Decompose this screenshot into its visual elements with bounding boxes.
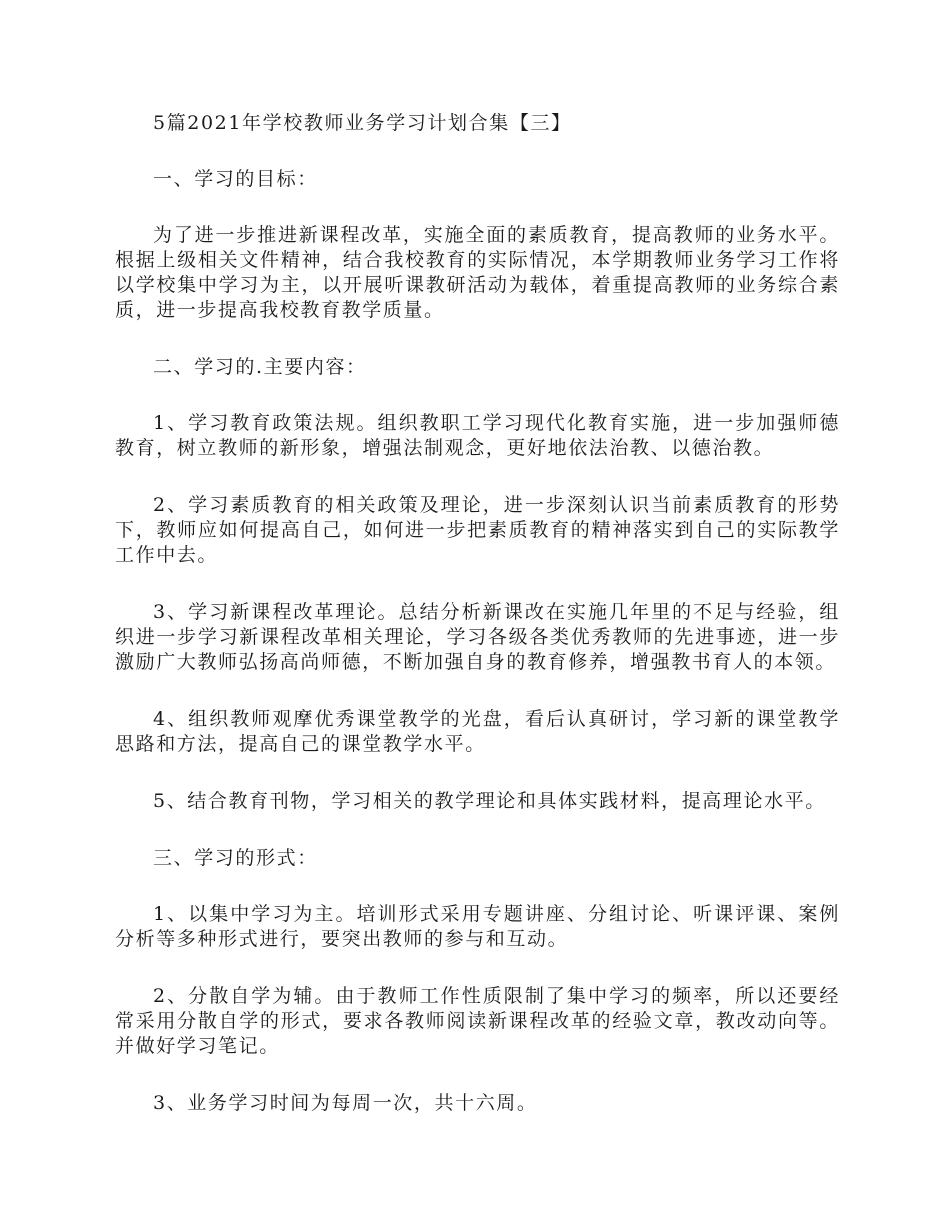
document-title: 5篇2021年学校教师业务学习计划合集【三】 <box>153 112 572 134</box>
paragraph: 2、分散自学为辅。由于教师工作性质限制了集中学习的频率，所以还要经常采用分散自学的形式，要求各教师阅读新课程改革的经验文章，教改动向等。并做好学习笔记。 <box>115 985 840 1057</box>
document-body <box>115 111 840 1148</box>
paragraph: 3、学习新课程改革理论。总结分析新课改在实施几年里的不足与经验，组织进一步学习新课程改革相关理论，学习各级各类优秀教师的先进事迹，进一步激励广大教师弘扬高尚师德，不断加强自身的教育修养，增强教书育人的本领。 <box>115 601 840 673</box>
paragraph: 1、学习教育政策法规。组织教职工学习现代化教育实施，进一步加强师德教育，树立教师的新形象，增强法制观念，更好地依法治教、以德治教。 <box>115 412 840 459</box>
paragraph: 为了进一步推进新课程改革，实施全面的素质教育，提高教师的业务水平。根据上级相关文件精神，结合我校教育的实际情况，本学期教师业务学习工作将以学校集中学习为主，以开展听课教研活动为载体，着重提高教师的业务综合素质，进一步提高我校教育教学质量。 <box>115 224 840 321</box>
section-heading-form: 三、学习的形式： <box>153 847 318 869</box>
paragraph: 3、业务学习时间为每周一次，共十六周。 <box>153 1092 538 1114</box>
paragraph: 1、以集中学习为主。培训形式采用专题讲座、分组讨论、听课评课、案例分析等多种形式进行，要突出教师的参与和互动。 <box>115 903 840 950</box>
paragraph: 2、学习素质教育的相关政策及理论，进一步深刻认识当前素质教育的形势下，教师应如何提高自己，如何进一步把素质教育的精神落实到自己的实际教学工作中去。 <box>115 494 840 566</box>
paragraph: 4、组织教师观摩优秀课堂教学的光盘，看后认真研讨，学习新的课堂教学思路和方法，提高自己的课堂教学水平。 <box>115 708 840 755</box>
section-heading-content: 二、学习的.主要内容： <box>153 356 367 378</box>
paragraph: 5、结合教育刊物，学习相关的教学理论和具体实践材料，提高理论水平。 <box>153 790 826 812</box>
section-heading-goals: 一、学习的目标： <box>153 168 318 190</box>
